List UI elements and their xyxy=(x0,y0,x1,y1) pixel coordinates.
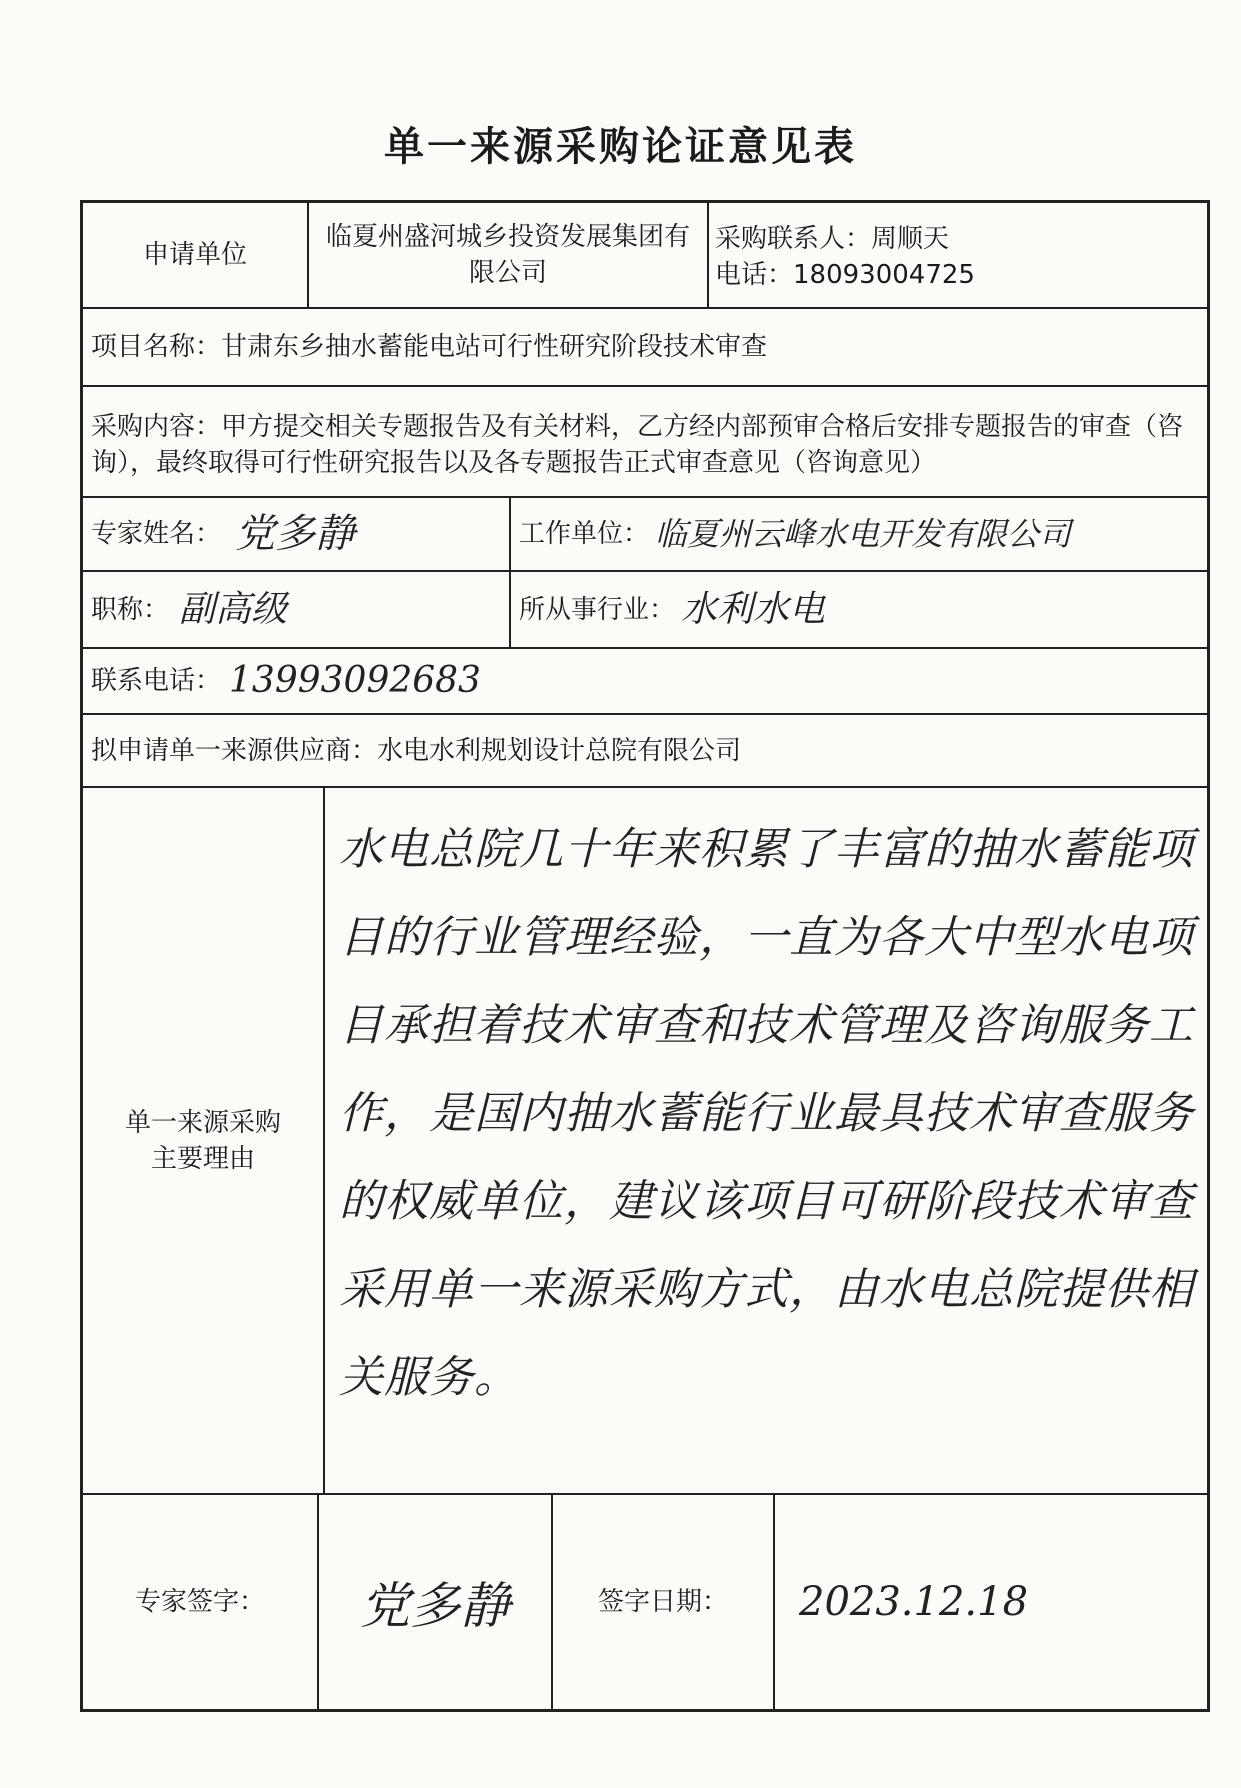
reason-row xyxy=(83,788,1207,1495)
page-title: 单一来源采购论证意见表 xyxy=(384,124,857,170)
signature-date-handwritten: 2023.12.18 xyxy=(799,1579,1029,1625)
applicant-row xyxy=(83,203,1207,309)
expert-title-label: 职称： xyxy=(91,594,170,625)
phone-label: 电话： xyxy=(715,260,794,290)
reason-label-line1: 单一来源采购 xyxy=(124,1107,281,1138)
signature-handwritten: 党多静 xyxy=(319,1495,553,1709)
reason-label-cell xyxy=(83,788,325,1493)
expert-title-cell xyxy=(83,572,511,647)
expert-unit-label: 工作单位： xyxy=(519,519,650,549)
supplier-label: 拟申请单一来源供应商： xyxy=(91,735,378,766)
expert-unit-handwritten: 临夏州云峰水电开发有限公司 xyxy=(655,515,1072,553)
expert-name-label: 专家姓名： xyxy=(91,519,222,549)
project-name: 甘肃东乡抽水蓄能电站可行性研究阶段技术审查 xyxy=(221,332,768,362)
project-label: 项目名称： xyxy=(91,332,222,362)
applicant-phone: 18093004725 xyxy=(793,260,975,290)
expert-name-handwritten: 党多静 xyxy=(235,511,356,557)
applicant-name: 临夏州盛河城乡投资发展集团有限公司 xyxy=(309,203,709,307)
contact-label: 采购联系人： xyxy=(715,224,872,254)
expert-title-handwritten: 副高级 xyxy=(179,588,288,630)
procurement-content: 甲方提交相关专题报告及有关材料，乙方经内部预审合格后安排专题报告的审查（咨询），最终取得可行性研究报告以及各专题报告正式审查意见（咨询意见） xyxy=(91,412,1184,478)
reason-label-line2: 主要理由 xyxy=(150,1143,255,1174)
procurement-row xyxy=(83,387,1207,498)
applicant-contact-block xyxy=(709,203,1207,307)
expert-name-cell xyxy=(83,498,511,570)
contact-name: 周顺天 xyxy=(871,224,950,254)
expert-name-row xyxy=(83,498,1207,572)
procurement-label: 采购内容： xyxy=(91,412,222,442)
signature-label: 专家签字： xyxy=(83,1495,319,1709)
expert-industry-label: 所从事行业： xyxy=(519,594,676,625)
reason-handwritten-text: 水电总院几十年来积累了丰富的抽水蓄能项目的行业管理经验，一直为各大中型水电项目承担着技术审查和技术管理及咨询服务工作，是国内抽水蓄能行业最具技术审查服务的权威单位，建议该项目可研阶段技术审查采用单一来源采购方式，由水电总院提供相关服务。 xyxy=(339,824,1194,1403)
expert-phone-handwritten: 13993092683 xyxy=(229,660,481,701)
project-row xyxy=(83,309,1207,387)
expert-title-row xyxy=(83,572,1207,649)
demonstration-form xyxy=(80,200,1210,1712)
expert-unit-cell xyxy=(511,498,1207,570)
signature-row xyxy=(83,1495,1207,1709)
supplier-name: 水电水利规划设计总院有限公司 xyxy=(377,735,742,766)
expert-industry-handwritten: 水利水电 xyxy=(681,588,826,630)
expert-phone-row xyxy=(83,649,1207,715)
supplier-row xyxy=(83,715,1207,788)
signature-date-label: 签字日期： xyxy=(553,1495,775,1709)
expert-phone-label: 联系电话： xyxy=(91,666,222,696)
applicant-label: 申请单位 xyxy=(83,203,309,307)
expert-industry-cell xyxy=(511,572,1207,647)
